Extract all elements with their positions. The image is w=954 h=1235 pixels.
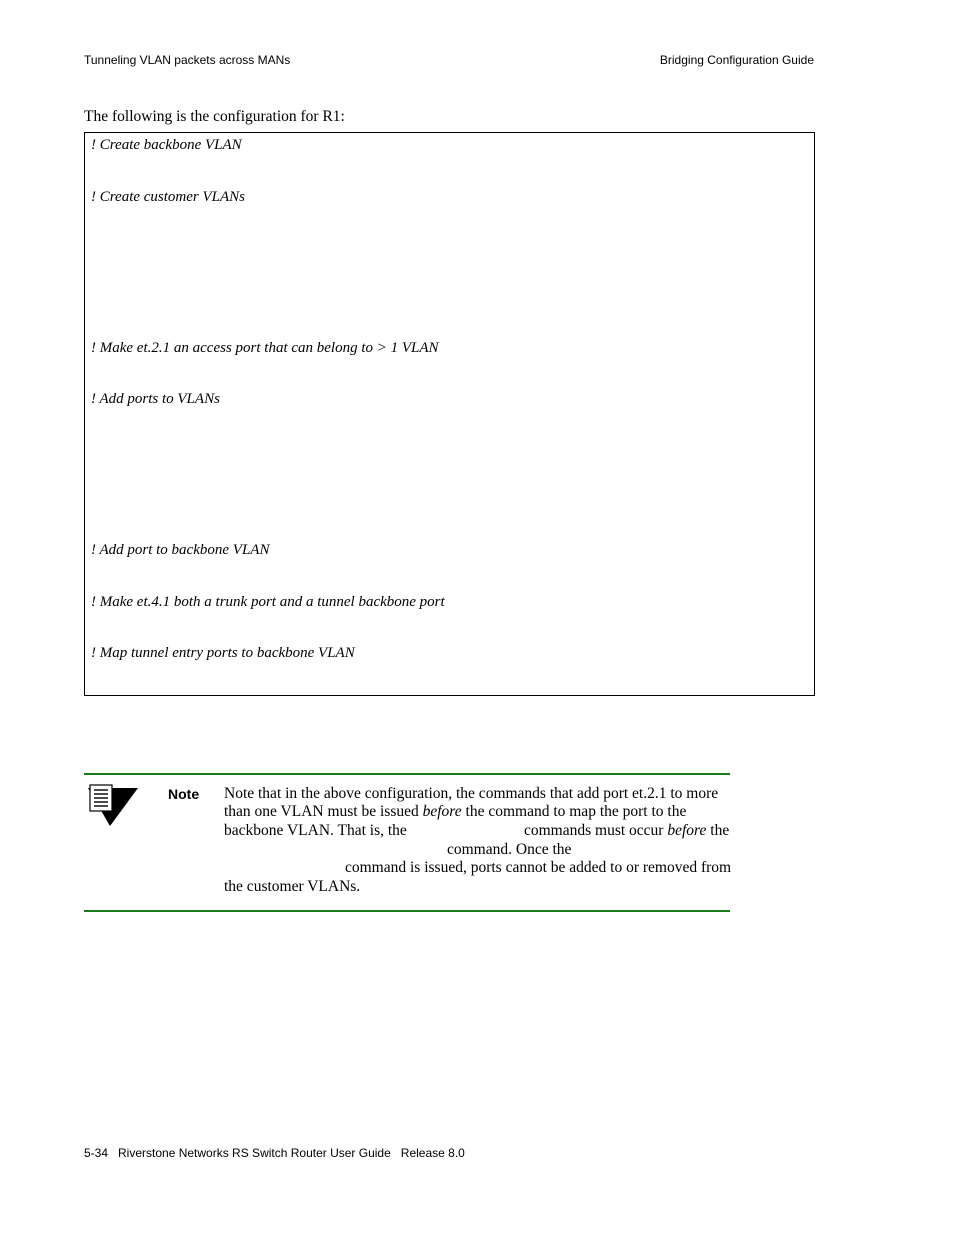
note-text-line: command. Once the — [447, 841, 572, 858]
note-text: than one VLAN must be issued — [224, 803, 423, 820]
note-text-line: the customer VLANs. — [224, 878, 361, 895]
config-comment: ! Add ports to VLANs — [91, 391, 220, 407]
note-text: the command to map the port to the — [461, 803, 687, 820]
config-comment: ! Make et.2.1 an access port that can belong to > 1 VLAN — [91, 340, 439, 356]
config-comment: ! Create customer VLANs — [91, 189, 246, 205]
note-text-line — [224, 803, 686, 821]
note-emphasis: before — [667, 822, 707, 839]
config-comment: ! Map tunnel entry ports to backbone VLAN — [91, 645, 355, 661]
note-bottom-rule — [84, 910, 730, 912]
note-text-line: Note that in the above configuration, the commands that add port et.2.1 to more — [224, 785, 719, 802]
note-text-line — [524, 822, 729, 840]
note-emphasis: before — [422, 803, 462, 820]
note-icon — [86, 784, 140, 828]
note-text: the — [706, 822, 730, 839]
note-top-rule — [84, 773, 730, 775]
note-label: Note — [168, 786, 200, 802]
note-text-line: command is issued, ports cannot be added to or removed from — [345, 859, 732, 876]
config-listing-box — [84, 132, 815, 696]
note-text: commands must occur — [524, 822, 668, 839]
page-footer: 5-34 Riverstone Networks RS Switch Router User Guide Release 8.0 — [84, 1146, 465, 1160]
config-comment: ! Create backbone VLAN — [91, 137, 242, 153]
config-comment: ! Make et.4.1 both a trunk port and a tunnel backbone port — [91, 594, 445, 610]
config-comment: ! Add port to backbone VLAN — [91, 542, 270, 558]
running-header-guide: Bridging Configuration Guide — [659, 53, 814, 67]
running-header-section: Tunneling VLAN packets across MANs — [84, 53, 291, 67]
note-text-line: backbone VLAN. That is, the — [224, 822, 407, 839]
intro-text: The following is the configuration for R1: — [84, 108, 345, 125]
